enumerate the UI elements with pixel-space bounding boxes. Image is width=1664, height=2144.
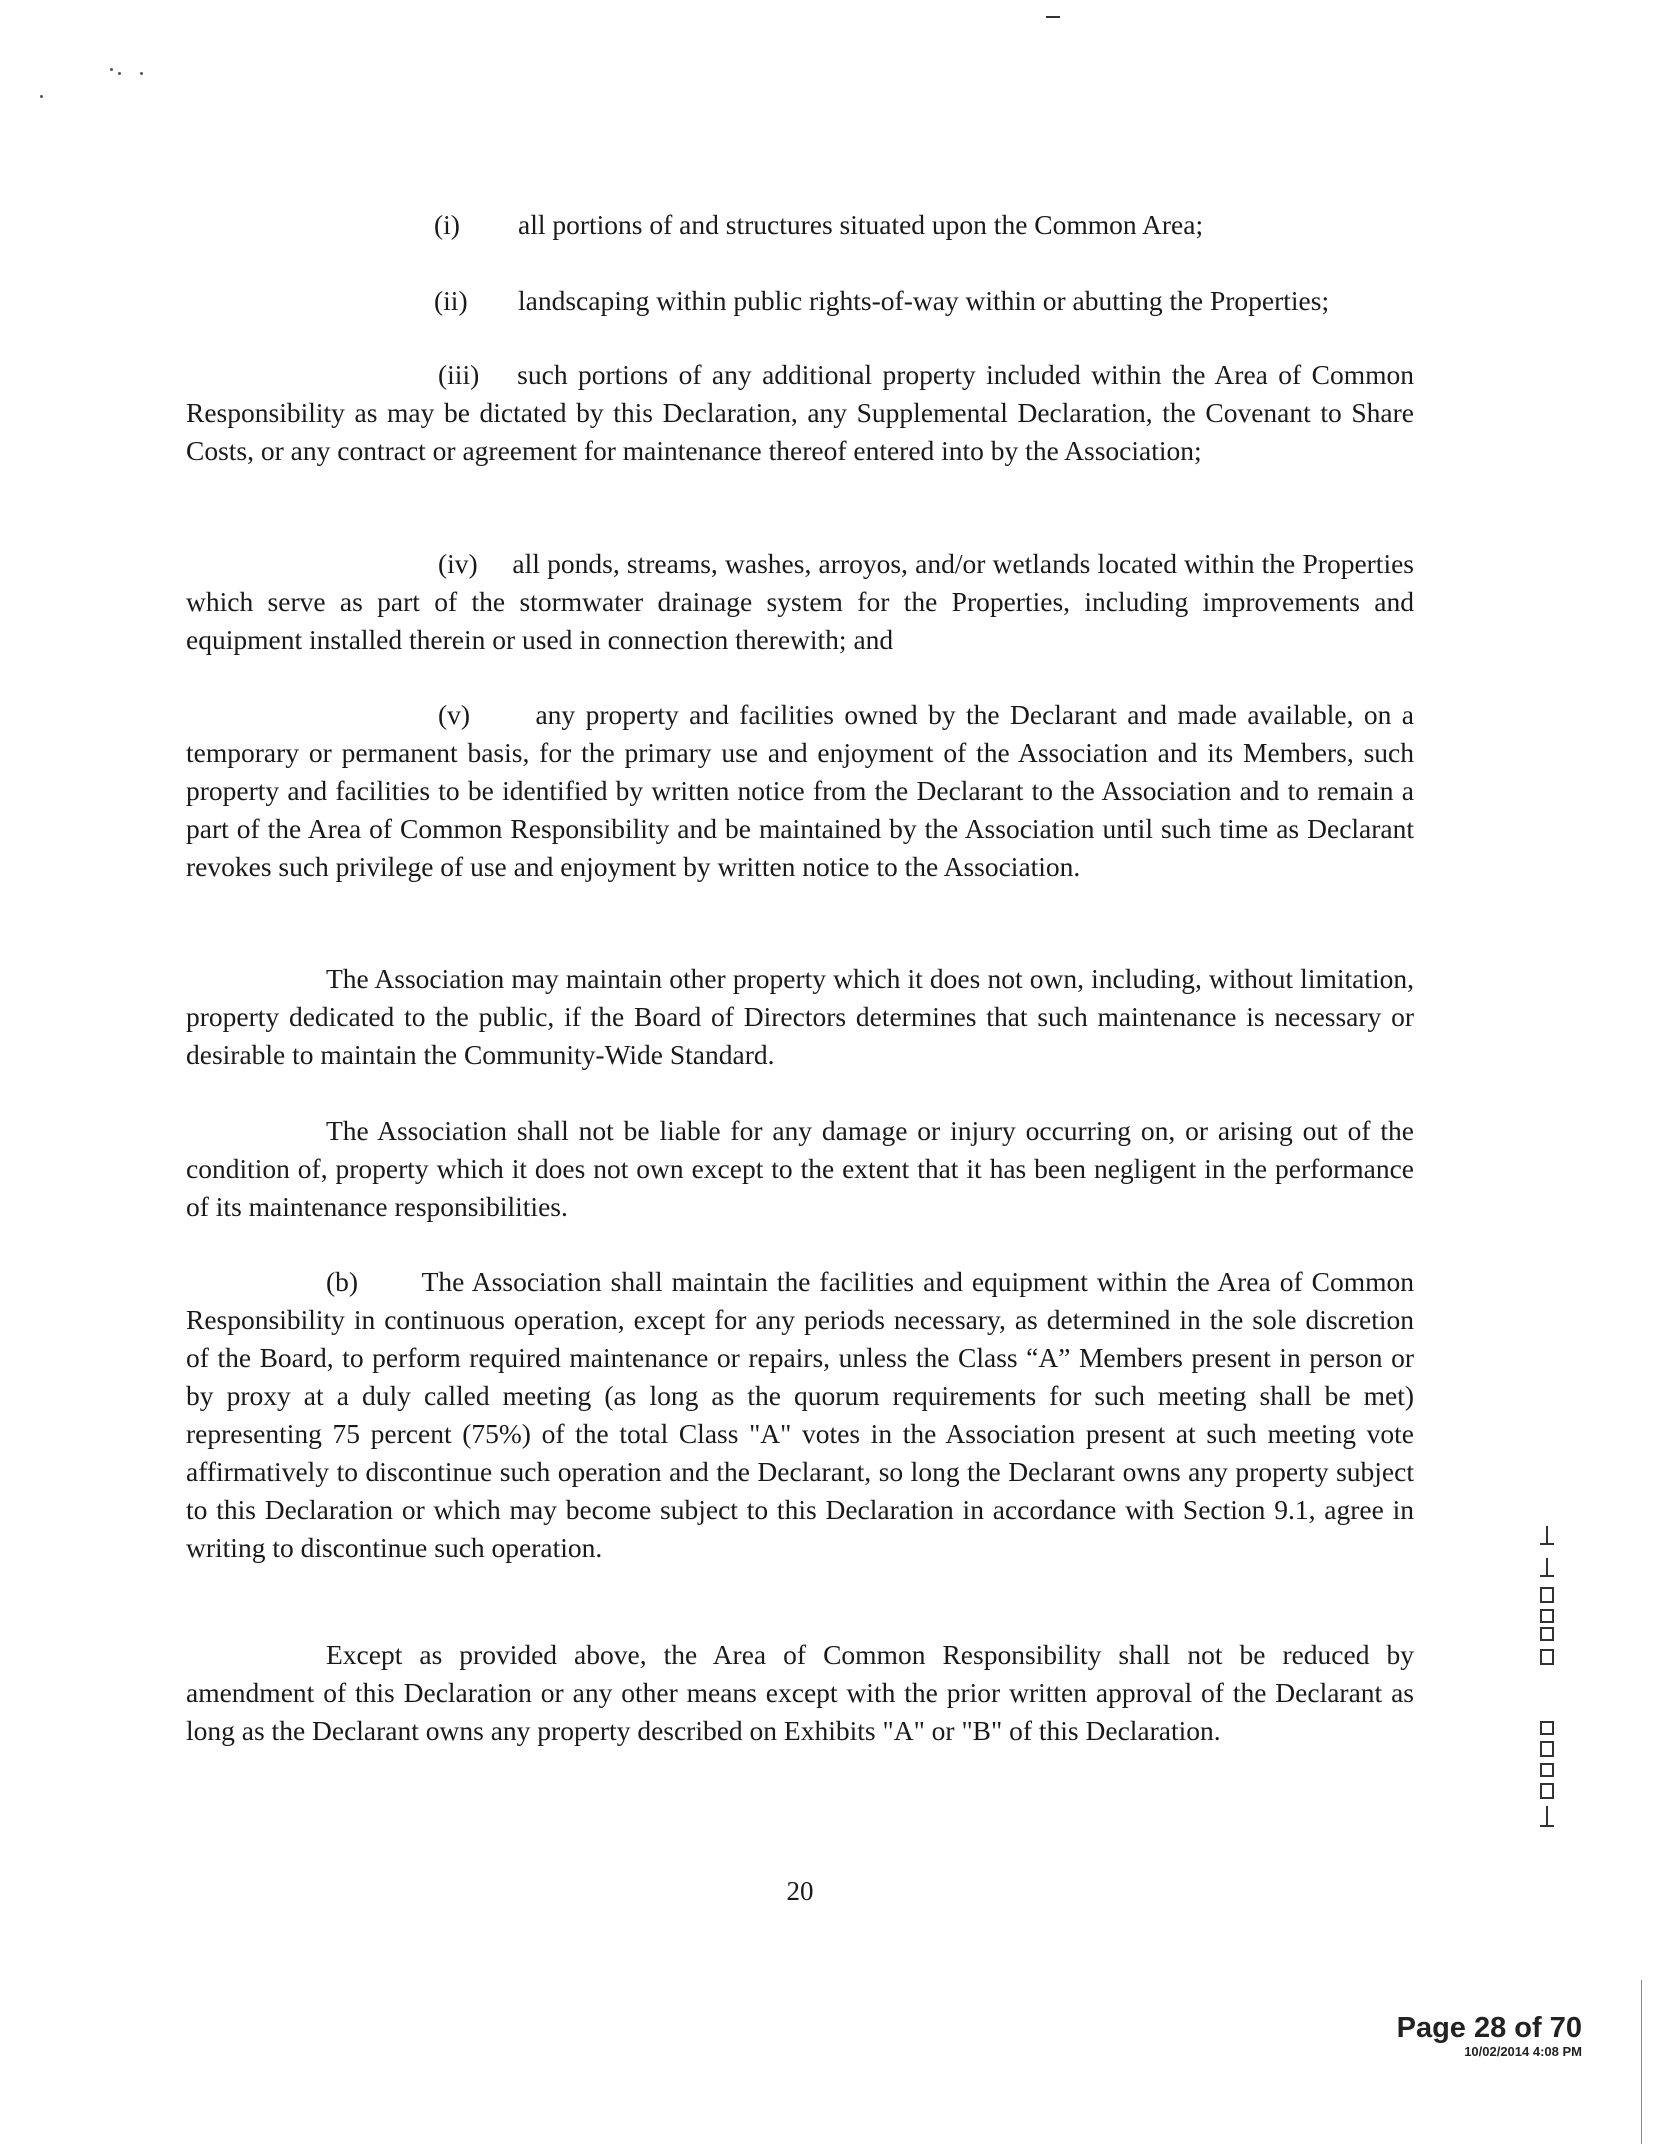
paragraph-other-property (186, 960, 1414, 1074)
stamp-page-count: Page 28 of 70 (1396, 2012, 1582, 2044)
paragraph-v (186, 696, 1414, 886)
vertical-recording-number-icon (1532, 1522, 1562, 1842)
side-reference-number-graphic (1532, 1522, 1562, 1842)
paragraph-b (186, 1263, 1414, 1567)
paragraph-liability (186, 1112, 1414, 1226)
paragraph-text: (b) The Association shall maintain the facilities and equipment within the Area of Common Responsibility in continuous operation, except for any periods necessary, as determined in the sole discretion of the Board, to perform required maintenance or repairs, unless the Class “A” Members present in person or by proxy at a duly called meeting (as long as the quorum requirements for such meeting shall be met) representing 75 percent (75%) of the total Class "A" votes in the Association present at such meeting vote affirmatively to discontinue such operation and the Declarant, so long the Declarant owns any property subject to this Declaration or which may become subject to this Declaration in accordance with Section 9.1, agree in writing to discontinue such operation. (186, 1266, 1414, 1563)
paragraph-iv (186, 545, 1414, 659)
paragraph-iii (186, 356, 1414, 470)
list-item-number: (ii) (434, 285, 468, 316)
paragraph-text: The Association may maintain other property which it does not own, including, without limitation, property dedicated to the public, if the Board of Directors determines that such maintenance is necessary or desirable to maintain the Community-Wide Standard. (186, 963, 1414, 1070)
list-item-number: (i) (434, 209, 460, 240)
scan-speck (40, 95, 43, 98)
paragraph-text: (iv) all ponds, streams, washes, arroyos, and/or wetlands located within the Properties which serve as part of the stormwater drainage system for the Properties, including improvements and equipment installed therein or used in connection therewith; and (186, 548, 1414, 655)
scan-mark (1046, 16, 1060, 18)
stamp-timestamp: 10/02/2014 4:08 PM (1464, 2044, 1582, 2059)
scan-speck (140, 72, 143, 75)
paragraph-text: The Association shall not be liable for any damage or injury occurring on, or arising out of the condition of, property which it does not own except to the extent that it has been negligent in the performance of its maintenance responsibilities. (186, 1115, 1414, 1222)
scan-speck (118, 72, 121, 75)
page-number: 20 (786, 1876, 814, 1906)
scan-speck (110, 68, 113, 71)
list-item-text: all portions of and structures situated upon the Common Area; (518, 209, 1204, 240)
filing-stamp (1397, 2012, 1582, 2060)
list-item-i (434, 206, 1203, 244)
list-item-text: landscaping within public rights-of-way within or abutting the Properties; (518, 285, 1330, 316)
paragraph-except (186, 1636, 1414, 1750)
paragraph-text: (v) any property and facilities owned by the Declarant and made available, on a temporary or permanent basis, for the primary use and enjoyment of the Association and its Members, such property and facilities to be identified by written notice from the Declarant to the Association and to remain a part of the Area of Common Responsibility and be maintained by the Association until such time as Declarant revokes such privilege of use and enjoyment by written notice to the Association. (186, 699, 1414, 882)
paragraph-text: (iii) such portions of any additional property included within the Area of Common Responsibility as may be dictated by this Declaration, any Supplemental Declaration, the Covenant to Share Costs, or any contract or agreement for maintenance thereof entered into by the Association; (186, 359, 1414, 466)
list-item-ii (434, 282, 1329, 320)
paragraph-text: Except as provided above, the Area of Common Responsibility shall not be reduced by amendment of this Declaration or any other means except with the prior written approval of the Declarant as long as the Declarant owns any property described on Exhibits "A" or "B" of this Declaration. (186, 1639, 1414, 1746)
scan-edge (1641, 1980, 1642, 2144)
